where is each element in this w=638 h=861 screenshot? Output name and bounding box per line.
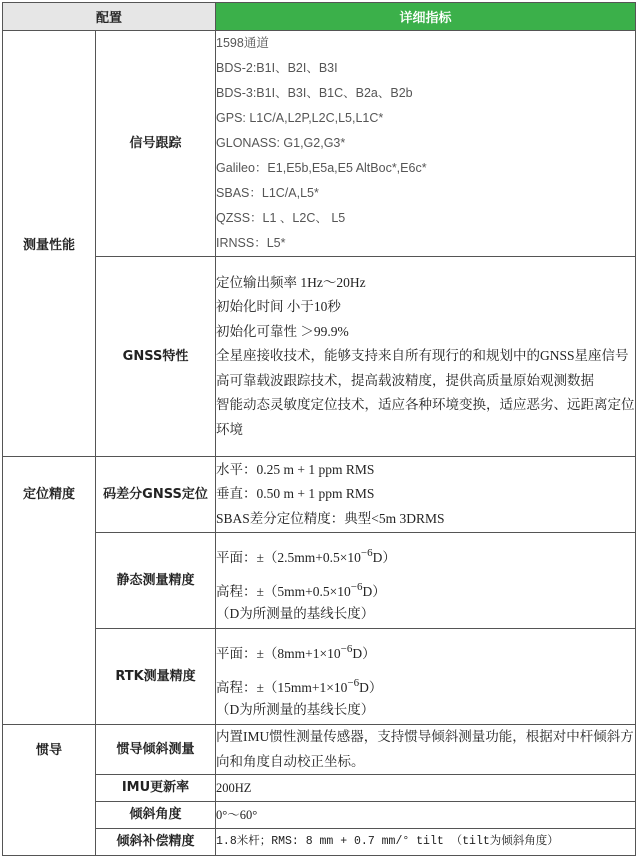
signal-line: GPS: L1C/A,L2P,L2C,L5,L1C* (216, 111, 384, 125)
static-plane-prefix: 平面：±（2.5mm+0.5×10 (216, 550, 361, 565)
rtk-plane-prefix: 平面：±（8mm+1×10 (216, 646, 341, 661)
table-row (3, 629, 636, 725)
tilt-measurement-text: 内置IMU惯性测量传感器，支持惯导倾斜测量功能，根据对中杆倾斜方向和角度自动校正坐标。 (216, 729, 634, 769)
table-row (3, 31, 636, 257)
dgnss-line: SBAS差分定位精度：典型<5m 3DRMS (216, 510, 445, 526)
label-imu-rate: IMU更新率 (96, 775, 216, 802)
dgnss-line: 垂直：0.50 m + 1 ppm RMS (216, 486, 375, 502)
tilt-compensation-value: 1.8米杆；RMS: 8 mm + 0.7 mm/° tilt （tilt为倾斜角度） (216, 829, 636, 856)
table-row (3, 457, 636, 533)
rtk-accuracy-detail (216, 629, 636, 725)
gnss-line: 初始化可靠性 ＞99.9% (216, 323, 349, 339)
table-row (3, 829, 636, 856)
gnss-line: 定位输出频率 1Hz～20Hz (216, 274, 366, 290)
tilt-measurement-detail (216, 725, 636, 775)
rtk-note: （D为所测量的基线长度） (216, 702, 375, 717)
signal-line: GLONASS: G1,G2,G3* (216, 136, 346, 150)
signal-line: QZSS：L1 、L2C、 L5 (216, 211, 346, 225)
category-measurement: 测量性能 (3, 31, 96, 457)
gnss-line: 智能动态灵敏度定位技术，适应各种环境变换，适应恶劣、远距离定位环境 (216, 397, 635, 437)
category-positioning: 定位精度 (3, 457, 96, 725)
header-detail: 详细指标 (216, 3, 636, 31)
header-config: 配置 (3, 3, 216, 31)
table-row (3, 802, 636, 829)
signal-tracking-detail (216, 31, 636, 257)
label-gnss-features: GNSS特性 (96, 257, 216, 457)
static-height-suffix: D） (362, 583, 386, 599)
gnss-line: 高可靠载波跟踪技术，提高载波精度，提供高质量原始观测数据 (216, 372, 595, 388)
rtk-height-exponent: −6 (347, 676, 360, 689)
label-static-accuracy: 静态测量精度 (96, 533, 216, 629)
rtk-height-prefix: 高程：±（15mm+1×10 (216, 679, 348, 695)
label-tilt-measurement: 惯导倾斜测量 (96, 725, 216, 775)
gnss-line: 全星座接收技术，能够支持来自所有现行的和规划中的GNSS星座信号 (216, 348, 629, 364)
dgnss-detail (216, 457, 636, 533)
table-header-row (3, 3, 636, 31)
signal-line: BDS-3:B1I、B3I、B1C、B2a、B2b (216, 86, 413, 100)
label-tilt-angle: 倾斜角度 (96, 802, 216, 829)
gnss-features-detail (216, 257, 636, 457)
signal-line: Galileo：E1,E5b,E5a,E5 AltBoc*,E6c* (216, 161, 427, 175)
rtk-plane-suffix: D） (352, 646, 376, 661)
static-height-exponent: −6 (350, 580, 363, 593)
label-dgnss: 码差分GNSS定位 (96, 457, 216, 533)
rtk-plane-line (216, 642, 635, 668)
static-plane-suffix: D） (372, 550, 396, 565)
static-height-line (216, 580, 635, 606)
signal-line: SBAS：L1C/A,L5* (216, 186, 319, 200)
imu-rate-value: 200HZ (216, 775, 636, 802)
spec-table (2, 2, 636, 856)
label-signal-tracking: 信号跟踪 (96, 31, 216, 257)
static-note: （D为所测量的基线长度） (216, 606, 375, 621)
dgnss-line: 水平：0.25 m + 1 ppm RMS (216, 461, 375, 477)
label-rtk-accuracy: RTK测量精度 (96, 629, 216, 725)
table-row (3, 775, 636, 802)
signal-line: IRNSS：L5* (216, 236, 286, 250)
static-plane-exponent: −6 (360, 547, 373, 559)
gnss-line: 初始化时间 小于10秒 (216, 299, 341, 315)
static-plane-line (216, 546, 635, 572)
category-inertial: 惯导 (3, 725, 96, 856)
signal-line: 1598通道 (216, 36, 269, 50)
static-accuracy-detail (216, 533, 636, 629)
static-height-prefix: 高程：±（5mm+0.5×10 (216, 583, 351, 599)
table-row (3, 257, 636, 457)
table-row (3, 533, 636, 629)
rtk-plane-exponent: −6 (340, 643, 353, 655)
tilt-angle-value: 0°～60° (216, 802, 636, 829)
rtk-height-line (216, 676, 635, 702)
rtk-height-suffix: D） (359, 679, 383, 695)
signal-line: BDS-2:B1I、B2I、B3I (216, 61, 338, 75)
table-row (3, 725, 636, 775)
label-tilt-compensation: 倾斜补偿精度 (96, 829, 216, 856)
